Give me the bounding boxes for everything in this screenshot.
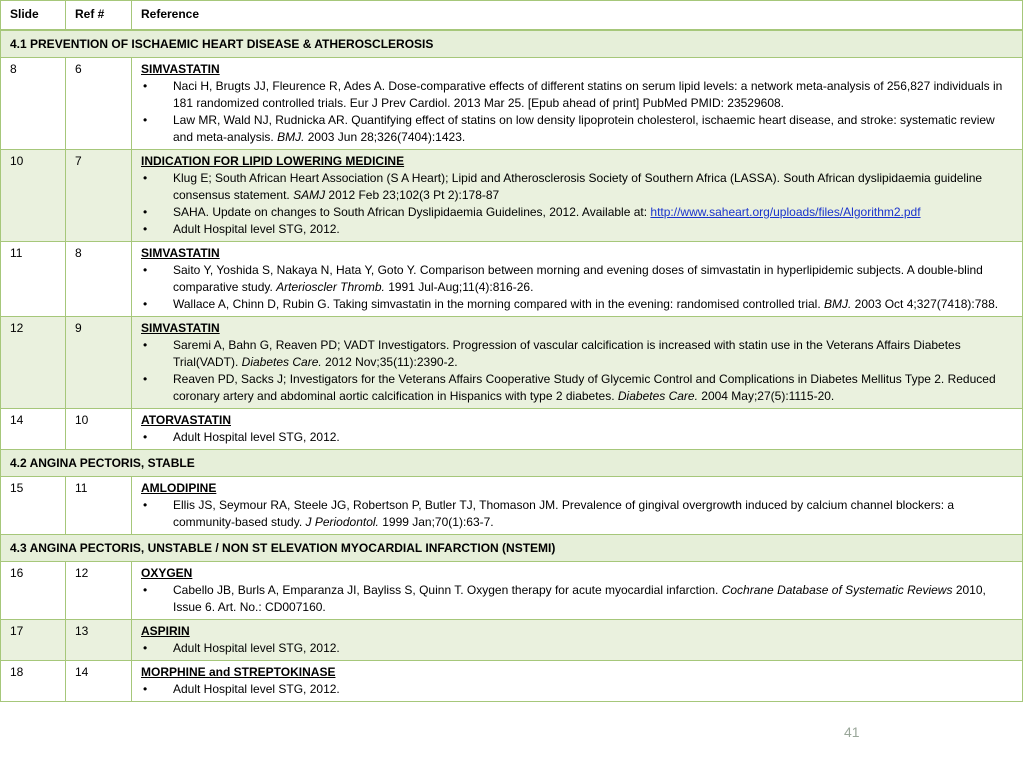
ref-cell: 14 <box>66 661 132 702</box>
drug-heading: OXYGEN <box>141 566 193 580</box>
reference-item <box>141 78 1013 112</box>
reference-item <box>141 640 1013 657</box>
reference-text: Adult Hospital level STG, 2012. <box>173 222 340 236</box>
reference-text: Law MR, Wald NJ, Rudnicka AR. Quantifying effect of statins on low density lipoprotein cholesterol, ischaemic heart disease, and stroke: systematic review and meta-analysis. <box>173 113 995 144</box>
reference-item <box>141 337 1013 371</box>
citation-detail: 2004 May;27(5):1115-20. <box>697 389 835 403</box>
table-row <box>1 409 1023 450</box>
section-row <box>1 450 1023 477</box>
reference-item <box>141 429 1013 446</box>
reference-cell <box>132 409 1023 450</box>
bullet-icon: • <box>143 79 148 93</box>
table-row <box>1 620 1023 661</box>
bullet-icon: • <box>143 641 148 655</box>
bullet-icon: • <box>143 682 148 696</box>
bullet-icon: • <box>143 338 148 352</box>
slide-cell: 18 <box>1 661 66 702</box>
reference-item <box>141 112 1013 146</box>
reference-text: Reaven PD, Sacks J; Investigators for the Veterans Affairs Cooperative Study of Glycemic Control and Complications in Diabetes Mellitus Type 2. Reduced coronary artery and abdominal aortic calcification in Hispanics with type 2 diabetes. <box>173 372 996 403</box>
bullet-icon: • <box>143 171 148 185</box>
section-title: 4.3 ANGINA PECTORIS, UNSTABLE / NON ST ELEVATION MYOCARDIAL INFARCTION (NSTEMI) <box>1 535 1023 562</box>
bullet-icon: • <box>143 372 148 386</box>
slide-cell: 10 <box>1 150 66 242</box>
reference-list <box>141 429 1013 446</box>
bullet-icon: • <box>143 297 148 311</box>
drug-heading: ATORVASTATIN <box>141 413 231 427</box>
reference-cell <box>132 661 1023 702</box>
journal-name: Cochrane Database of Systematic Reviews <box>721 583 953 597</box>
bullet-icon: • <box>143 498 148 512</box>
header-slide: Slide <box>1 1 66 31</box>
journal-name: BMJ. <box>824 297 852 311</box>
reference-list <box>141 262 1013 313</box>
citation-detail: 2012 Feb 23;102(3 Pt 2):178-87 <box>325 188 500 202</box>
table-row <box>1 317 1023 409</box>
citation-detail: 2012 Nov;35(11):2390-2. <box>321 355 458 369</box>
bullet-icon: • <box>143 583 148 597</box>
reference-list <box>141 681 1013 698</box>
reference-item <box>141 221 1013 238</box>
reference-text: Wallace A, Chinn D, Rubin G. Taking simvastatin in the morning compared with in the evening: randomised controlled trial. <box>173 297 824 311</box>
reference-text: Cabello JB, Burls A, Emparanza JI, Bayliss S, Quinn T. Oxygen therapy for acute myocardial infarction. <box>173 583 722 597</box>
drug-heading: SIMVASTATIN <box>141 62 220 76</box>
drug-heading: INDICATION FOR LIPID LOWERING MEDICINE <box>141 154 405 168</box>
table-body <box>1 30 1023 702</box>
reference-list <box>141 337 1013 405</box>
ref-cell: 6 <box>66 58 132 150</box>
ref-cell: 7 <box>66 150 132 242</box>
section-title: 4.2 ANGINA PECTORIS, STABLE <box>1 450 1023 477</box>
citation-detail: 1991 Jul-Aug;11(4):816-26. <box>384 280 534 294</box>
citation-detail: 2010, Issue 6. Art. No.: CD007160. <box>173 583 986 614</box>
bullet-icon: • <box>143 263 148 277</box>
journal-name: Diabetes Care. <box>617 389 698 403</box>
drug-heading: AMLODIPINE <box>141 481 217 495</box>
reference-text: Adult Hospital level STG, 2012. <box>173 430 340 444</box>
citation-detail: 2003 Oct 4;327(7418):788. <box>851 297 999 311</box>
drug-heading: ASPIRIN <box>141 624 190 638</box>
slide-cell: 17 <box>1 620 66 661</box>
reference-list <box>141 582 1013 616</box>
reference-item <box>141 681 1013 698</box>
header-reference: Reference <box>132 1 1023 31</box>
reference-item <box>141 497 1013 531</box>
section-row <box>1 535 1023 562</box>
table-row <box>1 661 1023 702</box>
reference-list <box>141 640 1013 657</box>
table-row <box>1 242 1023 317</box>
reference-text: Adult Hospital level STG, 2012. <box>173 682 340 696</box>
journal-name: Diabetes Care. <box>241 355 322 369</box>
reference-item <box>141 371 1013 405</box>
ref-cell: 11 <box>66 477 132 535</box>
table-row <box>1 150 1023 242</box>
reference-item <box>141 262 1013 296</box>
reference-text: Klug E; South African Heart Association (S A Heart); Lipid and Atherosclerosis Society of Southern Africa (LASSA). South African dyslipidaemia guideline consensus statement. <box>173 171 983 202</box>
bullet-icon: • <box>143 430 148 444</box>
reference-item <box>141 582 1013 616</box>
reference-cell <box>132 477 1023 535</box>
journal-name: Arterioscler Thromb. <box>276 280 385 294</box>
reference-list <box>141 497 1013 531</box>
journal-name: BMJ. <box>277 130 305 144</box>
drug-heading: SIMVASTATIN <box>141 321 220 335</box>
slide-cell: 11 <box>1 242 66 317</box>
ref-cell: 9 <box>66 317 132 409</box>
reference-link[interactable]: http://www.saheart.org/uploads/files/Algorithm2.pdf <box>650 205 921 219</box>
reference-list <box>141 170 1013 238</box>
reference-text: Adult Hospital level STG, 2012. <box>173 641 340 655</box>
table-header-row <box>1 1 1023 31</box>
reference-cell <box>132 620 1023 661</box>
section-title: 4.1 PREVENTION OF ISCHAEMIC HEART DISEASE & ATHEROSCLEROSIS <box>1 30 1023 58</box>
bullet-icon: • <box>143 113 148 127</box>
header-ref: Ref # <box>66 1 132 31</box>
journal-name: SAMJ <box>293 188 326 202</box>
ref-cell: 10 <box>66 409 132 450</box>
slide-cell: 8 <box>1 58 66 150</box>
reference-text: Saito Y, Yoshida S, Nakaya N, Hata Y, Goto Y. Comparison between morning and evening doses of simvastatin in hyperlipidemic subjects. A double-blind comparative study. <box>173 263 983 294</box>
journal-name: J Periodontol. <box>305 515 379 529</box>
citation-detail: 2003 Jun 28;326(7404):1423. <box>304 130 466 144</box>
reference-item <box>141 204 1013 221</box>
reference-cell <box>132 242 1023 317</box>
ref-cell: 8 <box>66 242 132 317</box>
section-row <box>1 30 1023 58</box>
reference-text: Naci H, Brugts JJ, Fleurence R, Ades A. Dose-comparative effects of different statins on serum lipid levels: a network meta-analysis of 256,827 individuals in 181 randomized controlled trials. Eur J Prev Cardiol. 2013 Mar 25. [Epub ahead of print] PubMed PMID: 23529608. <box>173 79 1003 110</box>
slide-cell: 14 <box>1 409 66 450</box>
slide-cell: 15 <box>1 477 66 535</box>
reference-text: SAHA. Update on changes to South African Dyslipidaemia Guidelines, 2012. Available at: <box>173 205 651 219</box>
slide-cell: 16 <box>1 562 66 620</box>
reference-cell <box>132 150 1023 242</box>
bullet-icon: • <box>143 222 148 236</box>
reference-cell <box>132 562 1023 620</box>
reference-cell <box>132 58 1023 150</box>
reference-text: Saremi A, Bahn G, Reaven PD; VADT Investigators. Progression of vascular calcification is increased with statin use in the Veterans Affairs Diabetes Trial(VADT). <box>173 338 961 369</box>
ref-cell: 13 <box>66 620 132 661</box>
reference-item <box>141 170 1013 204</box>
reference-cell <box>132 317 1023 409</box>
bullet-icon: • <box>143 205 148 219</box>
page-number: 41 <box>844 724 860 740</box>
reference-list <box>141 78 1013 146</box>
reference-item <box>141 296 1013 313</box>
citation-detail: 1999 Jan;70(1):63-7. <box>378 515 494 529</box>
reference-text: Ellis JS, Seymour RA, Steele JG, Robertson P, Butler TJ, Thomason JM. Prevalence of gingival overgrowth induced by calcium channel blockers: a community-based study. <box>173 498 955 529</box>
ref-cell: 12 <box>66 562 132 620</box>
table-row <box>1 58 1023 150</box>
drug-heading: MORPHINE and STREPTOKINASE <box>141 665 336 679</box>
slide-cell: 12 <box>1 317 66 409</box>
drug-heading: SIMVASTATIN <box>141 246 220 260</box>
table-row <box>1 477 1023 535</box>
table-row <box>1 562 1023 620</box>
